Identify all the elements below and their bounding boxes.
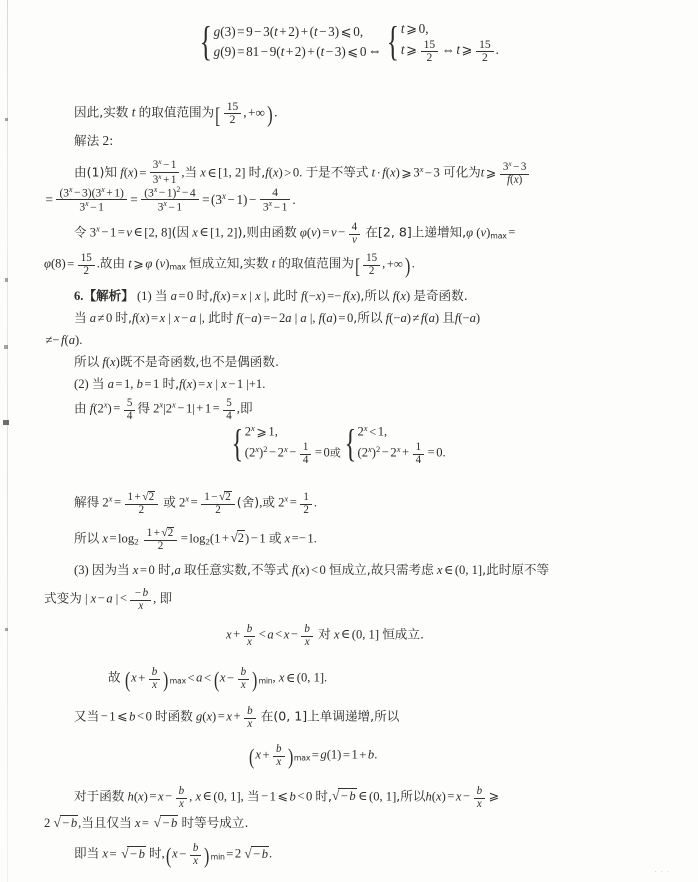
method2-line-2: = $\frac{(3^x - 3)(3^x + 1)}{3^x - 1}$ = $\frac{(3^x - 1)^2 - 4}{3^x - 1}$ = $(3^x - 1)$ − $\frac{4}{3^x - 1}$ . xyxy=(45,185,296,214)
system2-right-row2: $(2^x)^2 - 2^x$ + $\frac{1}{4}$ = 0. xyxy=(357,441,446,466)
left-brace-icon: { xyxy=(344,422,356,466)
system1-row1: g(3) = 9 − 3(t + 2) + (t − 3) ⩽ 0, xyxy=(213,24,364,40)
math-system-2 xyxy=(228,423,446,466)
system2-left-row2: $(2^x)^2 - 2^x$ − $\frac{1}{4}$ = 0 xyxy=(244,441,330,466)
system1-row4: t ⩾ $\frac{15}{2}$ ⇔ t ⩾ $\frac{15}{2}$ . xyxy=(400,38,499,64)
display-equation-1: x + $\frac{b}{x}$ < a < x − $\frac{b}{x}$ 对 x ∈ (0, 1] 恒成立. xyxy=(226,623,424,648)
problem-6-line-6: 由 $f(2^x)$ = $\frac{5}{4}$ 得 $2^x|2^x - 1| + 1$ = $\frac{5}{4}$ ,即 xyxy=(74,397,253,422)
method2-line-3: 令 $3^x - 1 = v$ ∈ [2, 8](因 x ∈ [1, 2]),则由函数 φ(v) = v − $\frac{4}{v}$ 在[2, 8]上递增知,φ $(v)_{max}$ = xyxy=(74,221,516,246)
problem-6-line-5: (2) 当 a = 1, b = 1 时,f(x) = x | x − 1 |+1. xyxy=(74,376,266,391)
math-system-1 xyxy=(196,20,499,64)
problem-6-line-13: 2 √ − b,当且仅当 x = √ − b 时等号成立. xyxy=(44,815,249,830)
scan-speck xyxy=(5,118,8,121)
problem-6-line-10: 式变为 | x − a | < $\frac{- b}{x}$ , 即 xyxy=(44,587,173,612)
problem-6-line-3: ≠− f(a). xyxy=(45,333,83,347)
method2-line-1: 由(1)知 f(x) = $\frac{3^x - 1}{3^x + 1}$ ,当 x ∈ [1, 2] 时,f(x) > 0. 于是不等式 t · f(x) ⩾ $3^x - 3$ 可化为t ⩾ $\frac{3^x - 3}{f(x)}$ xyxy=(74,158,531,186)
scan-speck xyxy=(3,420,9,425)
problem-6-line-9: (3) 因为当 x = 0 时,a 取任意实数,不等式 f(x) < 0 恒成立,故只需考虑 x ∈ (0, 1],此时原不等 xyxy=(74,562,550,577)
scan-artifact-left-line xyxy=(7,0,8,882)
conjunction-or: 或 xyxy=(329,446,341,460)
display-equation-2: 故 (x + $\frac{b}{x}$ )$_{max} < a < (x$ − $\frac{b}{x}$ )$_{min}$, x ∈ (0, 1]. xyxy=(108,666,328,692)
scan-speck xyxy=(5,628,8,631)
problem-6-line-4: 所以 f(x)既不是奇函数,也不是偶函数. xyxy=(74,354,279,369)
system1-row3: t ⩾ 0, xyxy=(400,21,429,36)
problem-6-line-1: 6.【解析】 (1) 当 a = 0 时,f(x) = x | x |, 此时 f(−x) =− f(x),所以 f(x) 是奇函数. xyxy=(74,288,468,303)
iff-arrow: ⇔ xyxy=(367,42,382,58)
problem-6-line-2: 当 a ≠ 0 时,f(x) = x | x − a |, 此时 f(−a) =− 2a | a |, f(a) = 0,所以 f(−a) ≠ f(a) 且f(−a) xyxy=(74,310,481,325)
system1-row2: g(9) = 81 − 9(t + 2) + (t − 3) ⩽ 0 xyxy=(213,43,367,59)
method2-line-4: φ(8) = $\frac{15}{2}$ .故由 t ⩾ φ $(v)_{max}$ 恒成立知,实数 t 的取值范围为[ $\frac{15}{2}$ , +∞ ). xyxy=(44,252,415,279)
conclusion-line-1: 因此,实数 t 的取值范围为[ $\frac{15}{2}$ , +∞ ). xyxy=(74,101,278,128)
left-brace-icon: { xyxy=(231,422,244,466)
problem-6-line-12: 对于函数 h(x) = x − $\frac{b}{x}$ , x ∈ (0, 1], 当 − 1 ⩽ b < 0 时,√ − b ∈ (0, 1],所以h(x) = x − $\frac{b}{x}$ ⩾ xyxy=(74,785,500,810)
scan-bottom-artifact: · · · xyxy=(654,868,670,876)
scan-speck xyxy=(5,278,8,282)
problem-6-line-8: 所以 $x = \log_2$ $\frac{1 + √2}{2}$ = $\log_2(1 + √2) - 1$ 或 x =− 1. xyxy=(74,526,317,552)
problem-6-line-14: 即当 x = √ − b 时,(x − $\frac{b}{x}$ )$_{min} = 2$ √ − b. xyxy=(74,842,273,868)
system2-right-row1: $2^x < 1$, xyxy=(357,423,388,439)
display-equation-3: (x + $\frac{b}{x}$ )$_{max} = g(1) = 1 + b$. xyxy=(249,743,378,769)
heading-method-2: 解法 2: xyxy=(74,133,114,148)
left-brace-icon: { xyxy=(199,18,212,64)
scan-speck xyxy=(4,345,8,349)
problem-6-line-7: 解得 $2^x$ = $\frac{1 + √2}{2}$ 或 $2^x$ = $\frac{1 - √2}{2}$ (舍),或 $2^x$ = $\frac{1}{2}$ . xyxy=(74,490,317,516)
left-brace-icon: { xyxy=(386,18,400,64)
system2-left-row1: 2$^x$ ⩾ 1, xyxy=(244,423,278,439)
problem-6-line-11: 又当 − 1 ⩽ b < 0 时函数 g(x) = x + $\frac{b}{x}$ 在(0, 1]上单调递增,所以 xyxy=(74,705,400,730)
